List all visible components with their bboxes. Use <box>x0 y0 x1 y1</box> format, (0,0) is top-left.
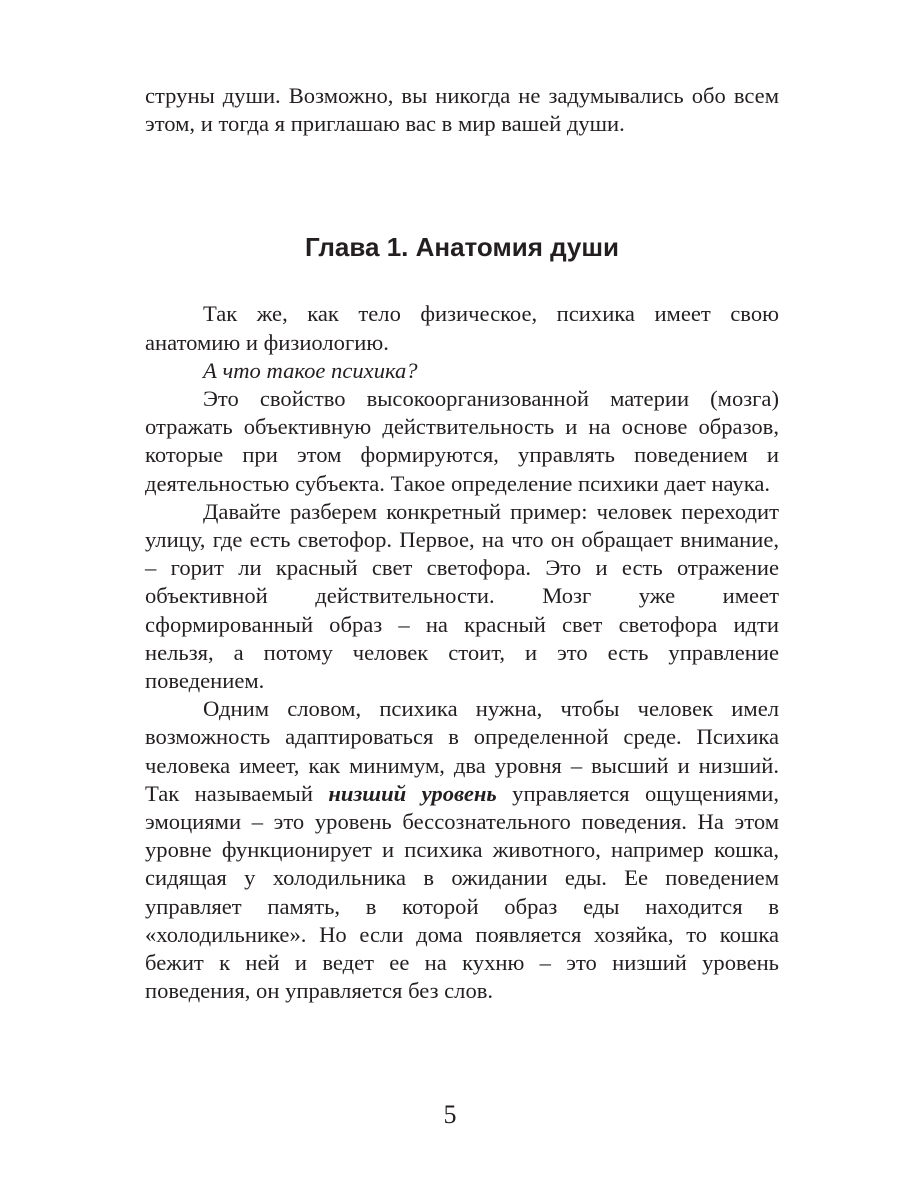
question-paragraph: А что такое психика? <box>203 357 418 383</box>
paragraph-levels <box>145 695 779 1005</box>
page-body <box>145 82 779 1005</box>
paragraph-example: Давайте разберем конкретный пример: человек переходит улицу, где есть светофор. Первое, на что он обращает внимание, – горит ли красный свет светофора. Это и есть отражение объективной действительности. Мозг уже имеет сформированный образ – на красный свет светофора идти нельзя, а потому человек стоит, и это есть управление поведением. <box>145 498 779 694</box>
paragraph-levels-start: Одним словом, психика нужна, чтобы человек имел возможность адаптироваться в определенной среде. Психика человека имеет, как минимум, два уровня – высший и низший. Так называемый <box>145 696 779 806</box>
intro-paragraph: струны души. Возможно, вы никогда не задумывались обо всем этом, и тогда я приглашаю вас в мир вашей души. <box>145 83 779 137</box>
chapter-title: Глава 1. Анатомия души <box>304 232 620 263</box>
paragraph-levels-end: управляется ощущениями, эмоциями – это уровень бессознательного поведения. На этом уровне функционирует и психика животного, например кошка, сидящая у холодильника в ожидании еды. Ее поведением управляет память, в которой образ еды находится в «холодильнике». Но если дома появляется хозяйка, то кошка бежит к ней и ведет ее на кухню – это низший уровень поведения, он управляется без слов. <box>145 780 779 1004</box>
paragraph-definition: Это свойство высокоорганизованной материи (мозга) отражать объективную действительность и на основе образов, которые при этом формируются, управлять поведением и деятельностью субъекта. Такое определение психики дает наука. <box>145 386 779 496</box>
emphasis-lower-level: низший уровень <box>328 780 497 806</box>
paragraph-anatomy: Так же, как тело физическое, психика имеет свою анатомию и физиологию. <box>145 301 779 355</box>
page-number: 5 <box>443 1100 457 1129</box>
